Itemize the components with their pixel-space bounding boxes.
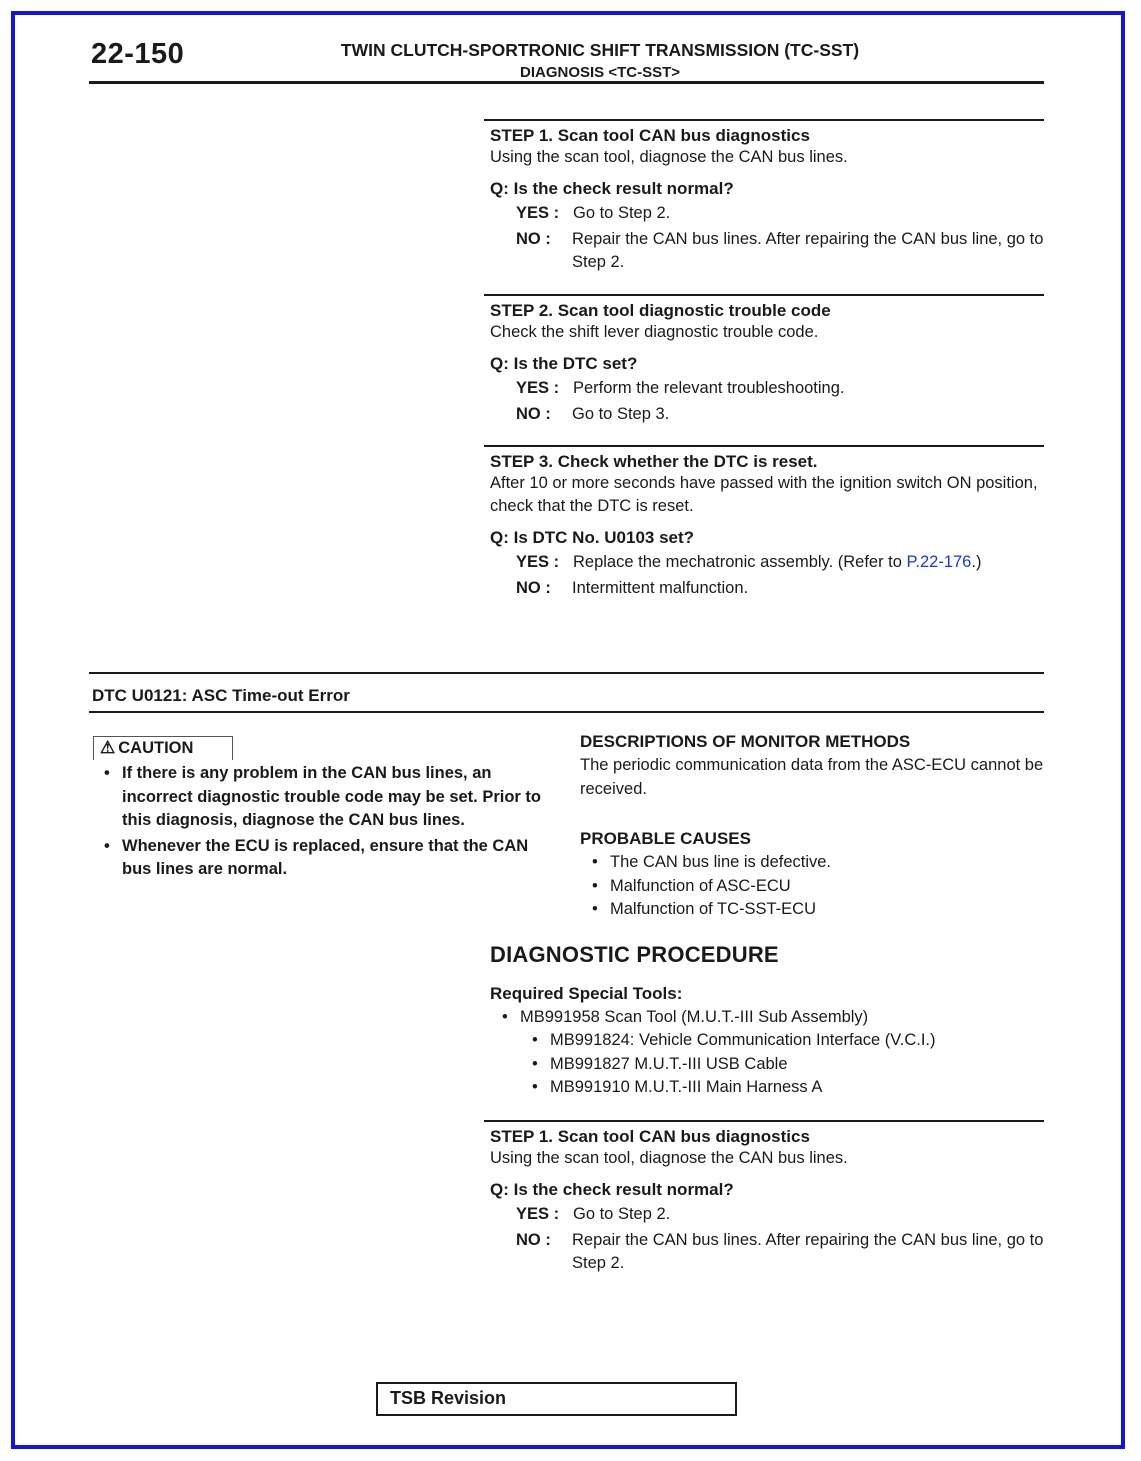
step-2-block <box>484 294 1044 426</box>
yes-label: YES : <box>516 204 560 222</box>
caution-label: CAUTION <box>118 739 194 757</box>
step-question: Q: Is DTC No. U0103 set? <box>490 528 695 547</box>
tool-subitem: • MB991824: Vehicle Communication Interface (V.C.I.) <box>530 1029 936 1053</box>
tools-sublist <box>530 1029 936 1100</box>
no-label: NO : <box>516 1231 551 1249</box>
answer-no <box>490 228 1044 274</box>
warning-icon: ⚠ <box>100 738 116 757</box>
page-title: TWIN CLUTCH-SPORTRONIC SHIFT TRANSMISSION (TC-SST) <box>340 40 860 60</box>
tool-item: • MB991958 Scan Tool (M.U.T.-III Sub Assembly) <box>500 1006 868 1030</box>
answer-yes <box>490 377 1044 400</box>
no-label: NO : <box>516 230 551 248</box>
yes-text: Go to Step 2. <box>573 204 671 222</box>
yes-text-tail: .) <box>971 553 982 571</box>
no-label: NO : <box>516 405 551 423</box>
answer-no <box>490 403 1044 426</box>
cause-item: • Malfunction of TC-SST-ECU <box>590 898 831 922</box>
causes-heading: PROBABLE CAUSES <box>580 829 751 848</box>
yes-label: YES : <box>516 553 560 571</box>
no-text: Intermittent malfunction. <box>572 579 749 597</box>
step-question: Q: Is the check result normal? <box>490 1180 734 1199</box>
step-body: Using the scan tool, diagnose the CAN bus lines. <box>490 148 848 166</box>
dtc-step-1-block <box>484 1120 1044 1275</box>
monitor-heading: DESCRIPTIONS OF MONITOR METHODS <box>580 732 911 751</box>
tool-subitem: • MB991910 M.U.T.-III Main Harness A <box>530 1076 936 1100</box>
step-body: Check the shift lever diagnostic trouble code. <box>490 323 819 341</box>
page-subtitle: DIAGNOSIS <TC-SST> <box>519 64 681 81</box>
step-title: STEP 2. Scan tool diagnostic trouble code <box>490 301 831 320</box>
cause-item: • The CAN bus line is defective. <box>590 851 831 875</box>
yes-text: Perform the relevant troubleshooting. <box>573 379 845 397</box>
tools-list <box>500 1006 868 1030</box>
yes-label: YES : <box>516 1205 560 1223</box>
dtc-title: DTC U0121: ASC Time-out Error <box>92 686 350 705</box>
step-3-block <box>484 445 1044 600</box>
step-title: STEP 1. Scan tool CAN bus diagnostics <box>490 1127 810 1146</box>
section-divider-top <box>89 672 1044 674</box>
header-divider <box>89 81 1044 84</box>
no-label: NO : <box>516 579 551 597</box>
no-text: Go to Step 3. <box>572 405 670 423</box>
yes-text: Replace the mechatronic assembly. (Refer to <box>573 553 907 571</box>
causes-list <box>590 851 831 922</box>
procedure-heading: DIAGNOSTIC PROCEDURE <box>490 942 779 967</box>
answer-yes <box>490 1203 1044 1226</box>
page-ref-link[interactable]: P.22-176 <box>906 553 972 571</box>
answer-no <box>490 1229 1044 1275</box>
caution-item: • Whenever the ECU is replaced, ensure that the CAN bus lines are normal. <box>100 835 560 882</box>
yes-label: YES : <box>516 379 560 397</box>
no-text: Repair the CAN bus lines. After repairing the CAN bus line, go to Step 2. <box>572 1231 1044 1272</box>
step-title: STEP 1. Scan tool CAN bus diagnostics <box>490 126 810 145</box>
page-number: 22-150 <box>91 38 185 70</box>
no-text: Repair the CAN bus lines. After repairing the CAN bus line, go to Step 2. <box>572 230 1044 271</box>
step-question: Q: Is the check result normal? <box>490 179 734 198</box>
answer-no <box>490 577 1044 600</box>
tools-heading: Required Special Tools: <box>490 984 683 1003</box>
step-body: After 10 or more seconds have passed with the ignition switch ON position, check that the DTC is reset. <box>490 474 1038 515</box>
step-body: Using the scan tool, diagnose the CAN bus lines. <box>490 1149 848 1167</box>
caution-item: • If there is any problem in the CAN bus lines, an incorrect diagnostic trouble code may be set. Prior to this diagnosis, diagnose the CAN bus lines. <box>100 762 560 833</box>
caution-label-box <box>93 736 233 760</box>
answer-yes <box>490 551 1044 574</box>
step-1-block <box>484 119 1044 274</box>
yes-text: Go to Step 2. <box>573 1205 671 1223</box>
step-question: Q: Is the DTC set? <box>490 354 638 373</box>
step-title: STEP 3. Check whether the DTC is reset. <box>490 452 818 471</box>
caution-list <box>100 762 560 884</box>
tool-subitem: • MB991827 M.U.T.-III USB Cable <box>530 1053 936 1077</box>
answer-yes <box>490 202 1044 225</box>
cause-item: • Malfunction of ASC-ECU <box>590 875 831 899</box>
tsb-revision-box: TSB Revision <box>376 1382 737 1416</box>
section-divider-bottom <box>89 711 1044 713</box>
monitor-text: The periodic communication data from the ASC-ECU cannot be received. <box>580 756 1044 798</box>
